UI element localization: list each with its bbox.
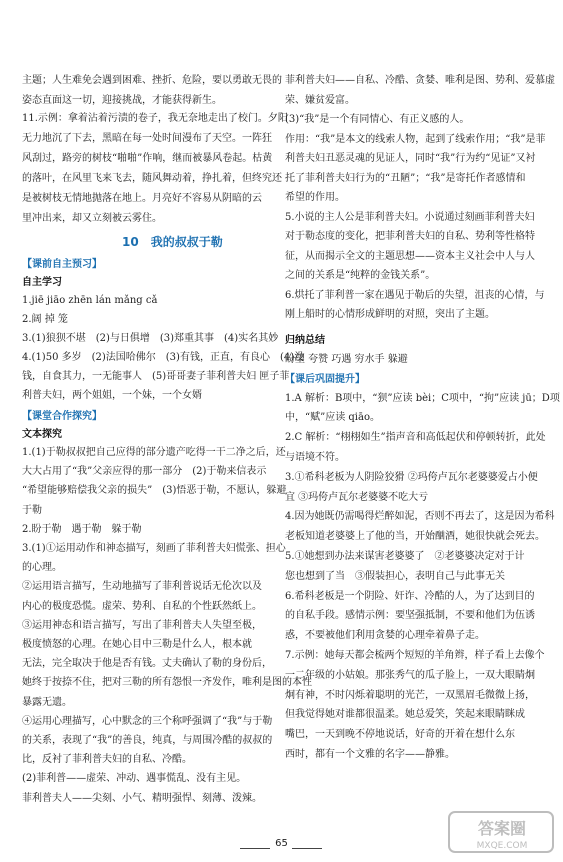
answer-line: 中，“赋”应读 qiāo。 (285, 412, 380, 424)
page-number-rule-left (240, 848, 270, 849)
answer-line: 5.①她想到办法来谋害老婆婆了 ②老婆婆决定对于计 (285, 550, 525, 562)
answer-line: 3.(1)①运用动作和神态描写，刻画了菲利普夫妇慌张、担心 (22, 543, 286, 554)
text-line: 征，从而揭示全文的主题思想——资本主义社会中人与人 (285, 250, 535, 262)
text-line: 11.示例：拿着沾着污渍的卷子，我无奈地走出了校门。夕阳 (22, 113, 288, 124)
answer-line: (2)菲利普——虚荣、冲动、遇事慌乱、没有主见。 (22, 773, 247, 785)
text-line: (3)“我”是一个有同情心、有正义感的人。 (285, 114, 470, 125)
answer-line: “希望能够赔偿我父亲的损失” (3)悟恶于勒，不愿认，躲避 (22, 485, 287, 497)
subsection-heading: 文本探究 (22, 429, 62, 440)
answer-line: 2.盼于勒 遇于勒 躲于勒 (22, 523, 142, 535)
subsection-heading: 归纳总结 (285, 334, 325, 346)
subsection-heading: 自主学习 (22, 277, 62, 288)
answer-line: 4.因为她既仍需喝得烂醉如泥，否则不再去了，这是因为希科 (285, 511, 555, 523)
text-line: 里冲出来，却又立刻被云雾住。 (22, 213, 162, 224)
answer-line: 比，反衬了菲利普夫妇的自私、冷酷。 (22, 754, 192, 766)
answer-line: 钱，自食其力，一无能事人 (5)哥哥妻子菲利普夫妇 匣子菲 (22, 371, 290, 382)
text-line: 作用：“我”是本文的线索人物，起到了线索作用；“我”是菲 (285, 133, 546, 145)
text-line: 姿态直面这一切，迎接挑战，才能获得新生。 (22, 95, 222, 106)
answer-line: 3.(1)狼狈不堪 (2)与日俱增 (3)郑重其事 (4)实名其妙 (22, 333, 279, 344)
answer-line: 2.C 解析：“栩栩如生”指声音和高低起伏和停顿转折，此处 (285, 432, 546, 444)
page-number: 65 (275, 838, 288, 849)
answer-line: 一二年级的小姑娘。那张秀气的瓜子脸上，一双大眼睛炯 (285, 669, 535, 681)
answer-line: 但我觉得她对谁都很温柔。她总爱笑，笑起来眼睛眯成 (285, 709, 525, 721)
answer-line: 7.示例：她每天都会梳两个短短的羊角辫，样子看上去像个 (285, 649, 545, 661)
answer-line: ④运用心理描写，心中默念的三个称呼强调了“我”与于勒 (22, 715, 273, 727)
answer-line: 菲利普夫人——尖刻、小气、精明强悍、刻薄、泼辣。 (22, 792, 262, 804)
answer-line: 的关系，表现了“我”的善良，纯真，与周围冷酷的叔叔的 (22, 735, 273, 746)
answer-line: 利普夫妇，两个姐姐，一个妹，一个女婿 (22, 390, 202, 401)
answer-line: 您也想到了当 ③假装担心，表明自己与此事无关 (285, 570, 505, 582)
watermark-logo (447, 808, 557, 856)
answer-line: 1.jiē jiāo zhēn lán mǎng cǎ (22, 295, 158, 306)
text-line: 希望的作用。 (285, 192, 345, 203)
svg-text:MXQE.COM: MXQE.COM (476, 841, 528, 851)
answer-line: 无法，完全取决于他是否有钱。丈夫确认了勒的身份后， (22, 658, 272, 670)
text-line: 利普夫妇丑恶灵魂的见证人，同时“我”行为约“见证”又衬 (285, 153, 536, 164)
answer-line: 1.A 解析：B项中，“狈”应读 bèi；C项中，“拘”应读 jū；D项 (285, 392, 560, 404)
answer-line: 嘴巴，一天到晚不停地说话，好奇的开着在想什么东 (285, 729, 515, 741)
text-line: 无力地沉了下去，黑暗在每一处时间漫布了天空。一阵狂 (22, 133, 272, 144)
answer-line: 2.阔 掉 笼 (22, 314, 68, 325)
section-heading: 【课后巩固提升】 (285, 373, 365, 385)
answer-line: 的自私手段。感情示例：要坚强抵制，不要和他们为伍诱 (285, 610, 535, 622)
answer-line: 内心的极度恐慌。虚荣、势利、自私的个性跃然纸上。 (22, 600, 262, 612)
text-line: 菲利普夫妇——自私、冷酷、贪婪、唯利是图、势利、爱慕虚 (285, 75, 555, 86)
answer-line: 暴露无遗。 (22, 696, 72, 708)
text-line: 是被树枝无情地抛落在地上。月亮好不容易从阴暗的云 (22, 193, 262, 204)
text-line: 风刮过，路旁的树枝“啪啪”作响，继而被暴风卷起。枯黄 (22, 153, 273, 164)
answer-line: 的心理。 (22, 562, 62, 574)
text-line: 刚上船时的心情形成鲜明的对照，突出了主题。 (285, 309, 495, 320)
text-line: 的落叶，在风里飞来飞去，随风舞动着，挣扎着，但终究还 (22, 173, 282, 184)
page-number-rule-right (292, 848, 322, 849)
text-line: 5.小说的主人公是菲利普夫妇。小说通过刻画菲利普夫妇 (285, 211, 535, 223)
text-line: 荣、嫌贫爱富。 (285, 94, 355, 106)
text-line: 主题；人生难免会遇到困难、挫折、危险，要以勇敢无畏的 (22, 75, 282, 86)
text-line: 6.烘托了菲利普一家在遇见于勒后的失望，沮丧的心情，与 (285, 289, 545, 301)
section-heading: 【课堂合作探究】 (22, 411, 102, 422)
answer-line: 老板知道老婆婆上了他的当，开始酗酒，她很快就会死去。 (285, 531, 545, 543)
answer-line: 4.(1)50 多岁 (2)法国哈佛尔 (3)有钱，正直，有良心 (4)没 (22, 352, 305, 363)
answer-line: 宜 ③玛侉卢瓦尔老婆婆不吃大亏 (285, 491, 429, 503)
answer-line: 极度愤怒的心理。在她心目中三勒是什么人，根本就 (22, 639, 252, 650)
answer-line: 于勒 (22, 504, 42, 516)
answer-line: ③运用神态和语言描写，写出了菲利普夫人失望至极， (22, 619, 262, 631)
answer-line: 大大占用了“我”父亲应得的那一部分 (2)于勒来信表示 (22, 466, 267, 478)
text-line: 对于勒态度的变化，把菲利普夫妇的自私、势利等性格特 (285, 231, 535, 242)
text-line: 托了菲利普夫妇行为的“丑陋”；“我”是寄托作者感情和 (285, 172, 526, 184)
answer-line: 惑，不要被他们利用贪婪的心理牵着鼻子走。 (285, 630, 485, 642)
text-line: 之间的关系是“纯粹的金钱关系”。 (285, 270, 436, 281)
lesson-title: 10 我的叔叔于勒 (122, 235, 223, 249)
answer-line: 与语境不符。 (285, 451, 345, 463)
answer-line: 3.①希科老板为人阴险狡猾 ②玛侉卢瓦尔老婆婆爱占小便 (285, 471, 538, 483)
summary-line: 盼望 夸赞 巧遇 穷水手 躲避 (285, 353, 408, 365)
answer-line: 6.希科老板是一个阴险、奸诈、冷酷的人，为了达到目的 (285, 590, 535, 602)
section-heading: 【课前自主预习】 (22, 259, 102, 270)
svg-text:答案圈: 答案圈 (477, 819, 527, 838)
answer-line: ②运用语言描写，生动地描写了菲利普说话无伦次以及 (22, 581, 262, 593)
answer-line: 1.(1)于勒叔叔把自己应得的部分遗产吃得一干二净之后，还 (22, 447, 286, 458)
answer-line: 西时，都有一个文雅的名字——静雅。 (285, 748, 455, 760)
answer-line: 炯有神，不时闪烁着聪明的光芒，一双黑眉毛微微上扬， (285, 689, 535, 701)
answer-line: 她终于按捺不住，把对三勒的所有怨恨一齐发作，唯利是图的本性 (22, 677, 312, 689)
